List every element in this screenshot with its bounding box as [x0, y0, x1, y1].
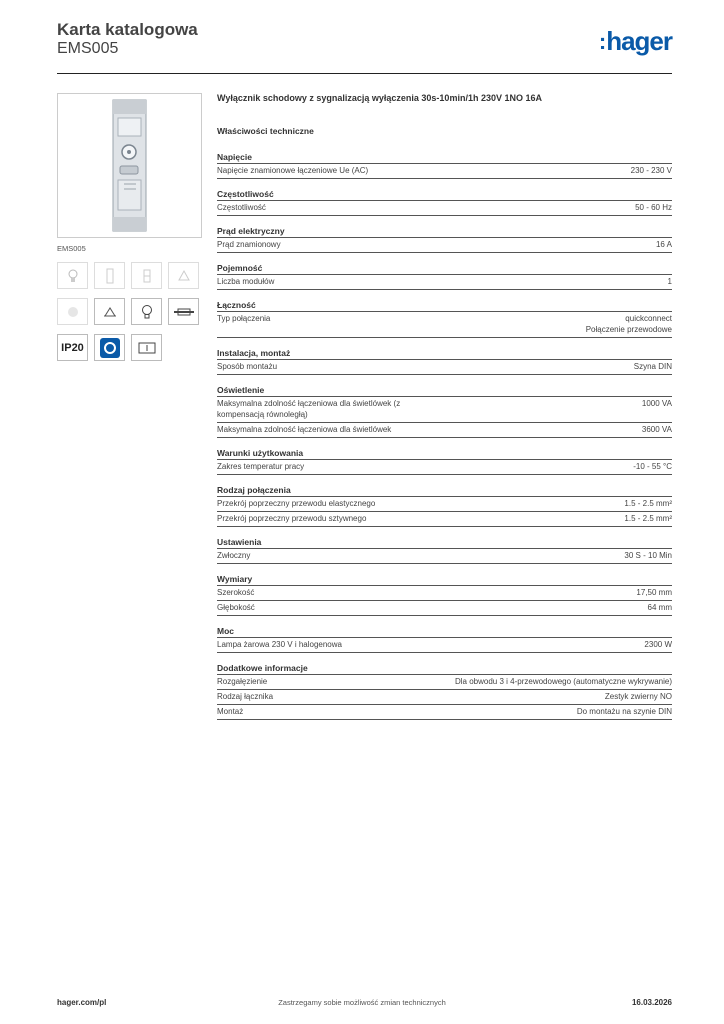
- spec-group: [217, 448, 672, 475]
- spec-value-line: Połączenie przewodowe: [585, 325, 672, 334]
- switch-icon: [168, 298, 199, 325]
- spec-row: [217, 460, 672, 475]
- quickconnect-badge: [100, 338, 120, 358]
- spec-row: [217, 705, 672, 720]
- spec-value-line: Dla obwodu 3 i 4-przewodowego (automatyczne wykrywanie): [455, 677, 672, 686]
- light-bulb-icon: [57, 262, 88, 289]
- spec-group-title: Instalacja, montaż: [217, 348, 672, 360]
- spec-label: Przekrój poprzeczny przewodu sztywnego: [217, 514, 367, 523]
- spec-value-line: 64 mm: [647, 603, 672, 612]
- spec-label: Maksymalna zdolność łączeniowa dla świetlówek: [217, 425, 392, 434]
- spec-group: [217, 537, 672, 564]
- spec-label: Rozgałęzienie: [217, 677, 268, 686]
- spec-value-line: 1000 VA: [641, 399, 672, 408]
- spec-label: Zwłoczny: [217, 551, 251, 560]
- spec-value: [605, 691, 672, 702]
- spec-value-line: 17,50 mm: [636, 588, 672, 597]
- spec-group-title: Pojemność: [217, 263, 672, 275]
- spec-group-title: Dodatkowe informacje: [217, 663, 672, 675]
- document-title: Karta katalogowa: [57, 20, 198, 39]
- spec-group-title: Moc: [217, 626, 672, 638]
- terminal-icon: [131, 262, 162, 289]
- spec-group-title: Częstotliwość: [217, 189, 672, 201]
- spec-group: [217, 385, 672, 438]
- spec-value-line: Zestyk zwierny NO: [604, 692, 672, 701]
- spec-value: [455, 676, 672, 687]
- spec-row: [217, 512, 672, 527]
- spec-row: [217, 360, 672, 375]
- spec-group: [217, 189, 672, 216]
- spec-label: Sposób montażu: [217, 362, 278, 371]
- spec-value: [624, 550, 672, 561]
- spec-row: [217, 164, 672, 179]
- hager-logo: :hager: [598, 26, 672, 56]
- spec-label: Częstotliwość: [217, 203, 266, 212]
- spec-value: [624, 513, 672, 524]
- spec-row: [217, 638, 672, 653]
- spec-value: [631, 165, 672, 176]
- alarm-icon: [94, 298, 125, 325]
- push-button-icon: [168, 262, 199, 289]
- spec-value-line: quickconnect: [625, 314, 672, 323]
- product-image: [57, 93, 202, 238]
- spec-value: [656, 239, 672, 250]
- lamp-icon: [57, 298, 88, 325]
- spec-label: Głębokość: [217, 603, 255, 612]
- spec-value: [642, 424, 672, 435]
- spec-group-title: Oświetlenie: [217, 385, 672, 397]
- spec-value-line: 230 - 230 V: [630, 166, 672, 175]
- spec-value-line: 1: [667, 277, 672, 286]
- spec-group-title: Łączność: [217, 300, 672, 312]
- spec-group: [217, 263, 672, 290]
- spec-row: [217, 275, 672, 290]
- feature-icons: [57, 262, 199, 361]
- spec-value-line: Szyna DIN: [633, 362, 672, 371]
- spec-groups: [217, 152, 672, 720]
- spec-value-line: 1.5 - 2.5 mm²: [624, 499, 672, 508]
- section-title: Właściwości techniczne: [217, 126, 314, 136]
- spec-value-line: 1.5 - 2.5 mm²: [624, 514, 672, 523]
- spec-value: [634, 361, 672, 372]
- spec-label: Przekrój poprzeczny przewodu elastycznego: [217, 499, 376, 508]
- spec-label: Typ połączenia: [217, 314, 271, 323]
- spec-group-title: Rodzaj połączenia: [217, 485, 672, 497]
- ip20-badge: [57, 334, 88, 361]
- spec-group: [217, 663, 672, 720]
- spec-label: Maksymalna zdolność łączeniowa dla świetlówek (z kompensacją równoległą): [217, 399, 401, 419]
- spec-value-line: -10 - 55 °C: [633, 462, 672, 471]
- spec-group-title: Ustawienia: [217, 537, 672, 549]
- spec-row: [217, 497, 672, 512]
- product-code: EMS005: [57, 40, 119, 57]
- spec-value: [586, 313, 672, 335]
- spec-value: [624, 498, 672, 509]
- spec-row: [217, 312, 672, 338]
- timer-box-icon: [131, 334, 162, 361]
- spec-value: [644, 639, 672, 650]
- spec-group: [217, 485, 672, 527]
- spec-label: Montaż: [217, 707, 244, 716]
- product-title: Wyłącznik schodowy z sygnalizacją wyłączenia 30s-10min/1h 230V 1NO 16A: [217, 93, 542, 103]
- bulb-outline-icon: [131, 298, 162, 325]
- spec-row: [217, 238, 672, 253]
- logo-text: hager: [606, 26, 672, 56]
- spec-row: [217, 201, 672, 216]
- spec-label: Prąd znamionowy: [217, 240, 281, 249]
- spec-row: [217, 397, 672, 423]
- spec-group: [217, 574, 672, 616]
- spec-group-title: Warunki użytkowania: [217, 448, 672, 460]
- spec-group-title: Napięcie: [217, 152, 672, 164]
- spec-value-line: 2300 W: [644, 640, 672, 649]
- spec-label: Rodzaj łącznika: [217, 692, 274, 701]
- spec-value: [635, 202, 672, 213]
- spec-value: [577, 706, 672, 717]
- spec-group-title: Prąd elektryczny: [217, 226, 672, 238]
- spec-label: Liczba modułów: [217, 277, 275, 286]
- spec-group: [217, 152, 672, 179]
- header-divider: [57, 73, 672, 74]
- spec-value-line: 50 - 60 Hz: [635, 203, 672, 212]
- spec-value: [633, 461, 672, 472]
- spec-label: Szerokość: [217, 588, 255, 597]
- spec-value-line: 30 S - 10 Min: [624, 551, 672, 560]
- spec-group-title: Wymiary: [217, 574, 672, 586]
- fuse-icon: [94, 262, 125, 289]
- spec-label: Napięcie znamionowe łączeniowe Ue (AC): [217, 166, 369, 175]
- footer-url[interactable]: hager.com/pl: [57, 998, 107, 1007]
- footer-date: 16.03.2026: [631, 998, 672, 1007]
- specifications-panel: [217, 93, 672, 730]
- spec-row: [217, 423, 672, 438]
- spec-row: [217, 601, 672, 616]
- spec-label: Zakres temperatur pracy: [217, 462, 305, 471]
- spec-value-line: 16 A: [655, 240, 672, 249]
- quickconnect-icon: [94, 334, 125, 361]
- spec-row: [217, 675, 672, 690]
- spec-value: [668, 276, 672, 287]
- spec-group: [217, 300, 672, 338]
- spec-value: [648, 602, 672, 613]
- spec-label: Lampa żarowa 230 V i halogenowa: [217, 640, 342, 649]
- spec-group: [217, 348, 672, 375]
- spec-row: [217, 586, 672, 601]
- spec-value: [636, 587, 672, 598]
- image-caption: EMS005: [57, 244, 86, 253]
- spec-value-line: 3600 VA: [641, 425, 672, 434]
- spec-value: [642, 398, 672, 409]
- ip20-label: IP20: [61, 341, 84, 354]
- spec-group: [217, 226, 672, 253]
- footer-disclaimer: Zastrzegamy sobie możliwość zmian technicznych: [278, 998, 446, 1007]
- spec-row: [217, 690, 672, 705]
- spec-row: [217, 549, 672, 564]
- spec-value-line: Do montażu na szynie DIN: [576, 707, 672, 716]
- spec-group: [217, 626, 672, 653]
